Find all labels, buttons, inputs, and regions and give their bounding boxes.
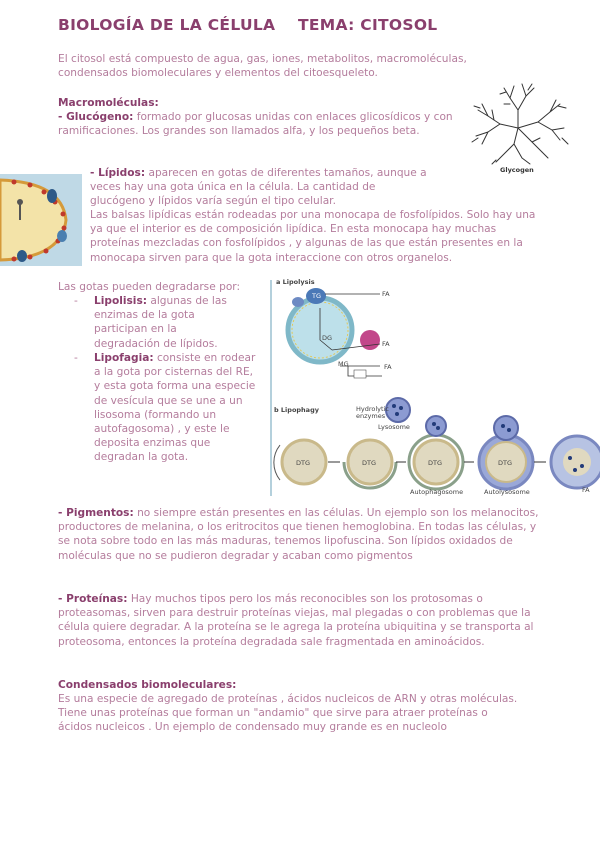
proteinas-text: Hay muchos tipos pero los más reconocibles son los protosomas o proteasomas, sirven para destruir proteínas viejas, mal plegadas o con problemas que la célula quiere degradar. A la proteína se le agrega la proteína ubiquitina y se transporta al proteosoma, entonces la proteína degradada sale fragmentada en aminoácidos. [58,593,534,648]
dtg-label-4: DTG [498,459,513,467]
list-bullet: - [74,352,78,364]
topic-title: TEMA: CITOSOL [298,16,438,34]
dg-label: DG [322,334,333,342]
autolysosome-label: Autolysosome [484,488,530,496]
macro-heading: Macromoléculas: [58,97,159,109]
glucogeno-paragraph [58,110,456,138]
panel-b-label: b Lipophagy [274,406,319,414]
glucogeno-label: - Glucógeno: [58,111,134,123]
lipolisis-label: Lipolisis: [94,295,147,307]
pigmentos-text: no siempre están presentes en las células. Un ejemplo son los melanocitos, productores de melanina, o los eritrocitos que tienen hemoglobina. En todas las células, y se nota sobre todo en las más maduras, tenemos lipofuscina. Son lípidos oxidados de moléculas que no se pudieron degradar y acaban como pigmentos [58,507,539,562]
autophagosome-label: Autophagosome [410,488,464,496]
degradar-intro: Las gotas pueden degradarse por: [58,281,241,293]
condensados-heading: Condensados biomoleculares: [58,679,237,691]
mg-label: MG [338,360,349,368]
dtg-label-3: DTG [428,459,443,467]
lipolysis-lipophagy-figure [270,280,600,496]
lipid-droplet-illustration [0,174,82,266]
lipidos-label: - Lípidos: [90,167,146,179]
proteinas-paragraph [58,592,544,649]
lipofagia-item [94,351,262,465]
proteinas-label: - Proteínas: [58,593,128,605]
balsas-paragraph: Las balsas lipídicas están rodeadas por una monocapa de fosfolípidos. Solo hay una ya que el interior es de composición lipídica. En esta monocapa hay muchas proteínas mezcladas con fosfolípidos , y algunas de las que están presentes en la monocapa sirven para que la gota interaccione con otros organelos. [90,209,536,264]
condensados-paragraph: Es una especie de agregado de proteínas , ácidos nucleicos de ARN y otras moléculas. Tiene unas proteínas que forman un "andamio" que sirve para atraer proteínas o ácidos nucleicos . Un ejemplo de condensado muy grande es en nucleolo [58,693,518,734]
pigmentos-label: - Pigmentos: [58,507,134,519]
panel-a-label: a Lipolysis [276,278,315,286]
lipidos-text: aparecen en gotas de diferentes tamaños, aunque a veces hay una gota única en la célula. La cantidad de glucógeno y lípidos varía según el tipo celular. [90,167,427,208]
fa-label-2: FA [382,340,390,348]
lysosome-label: Lysosome [378,423,410,431]
pigmentos-paragraph [58,506,544,563]
tg-label: TG [312,292,322,300]
glycogen-caption: Glycogen [500,166,534,174]
fa-label: FA [382,290,390,298]
glycogen-illustration [466,80,570,166]
lipidos-paragraph [90,166,432,209]
lipolisis-item [94,294,244,351]
lipolisis-text: algunas de las enzimas de la gota participan en la degradación de lípidos. [94,295,227,350]
page-title: BIOLOGÍA DE LA CÉLULA [58,16,276,34]
lipofagia-text: consiste en rodear a la gota por cisternas del RE, y esta gota forma una especie de vesícula que se une a un lisosoma (formando un autofagosoma) , y este le deposita enzimas que degradan la gota. [94,352,256,464]
list-bullet: - [74,295,78,307]
hydrolytic-label: Hydrolytic enzymes [356,405,389,420]
glucogeno-text: formado por glucosas unidas con enlaces glicosídicos y con ramificaciones. Los grandes son llamados alfa, y los pequeños beta. [58,111,453,138]
dtg-label-2: DTG [362,459,377,467]
fa-label-4: FA [582,486,590,494]
lipofagia-label: Lipofagia: [94,352,154,364]
dtg-label-1: DTG [296,459,311,467]
fa-label-3: FA [384,363,392,371]
intro-paragraph: El citosol está compuesto de agua, gas, iones, metabolitos, macromoléculas, condensados biomoleculares y elementos del citoesqueleto. [58,53,467,80]
